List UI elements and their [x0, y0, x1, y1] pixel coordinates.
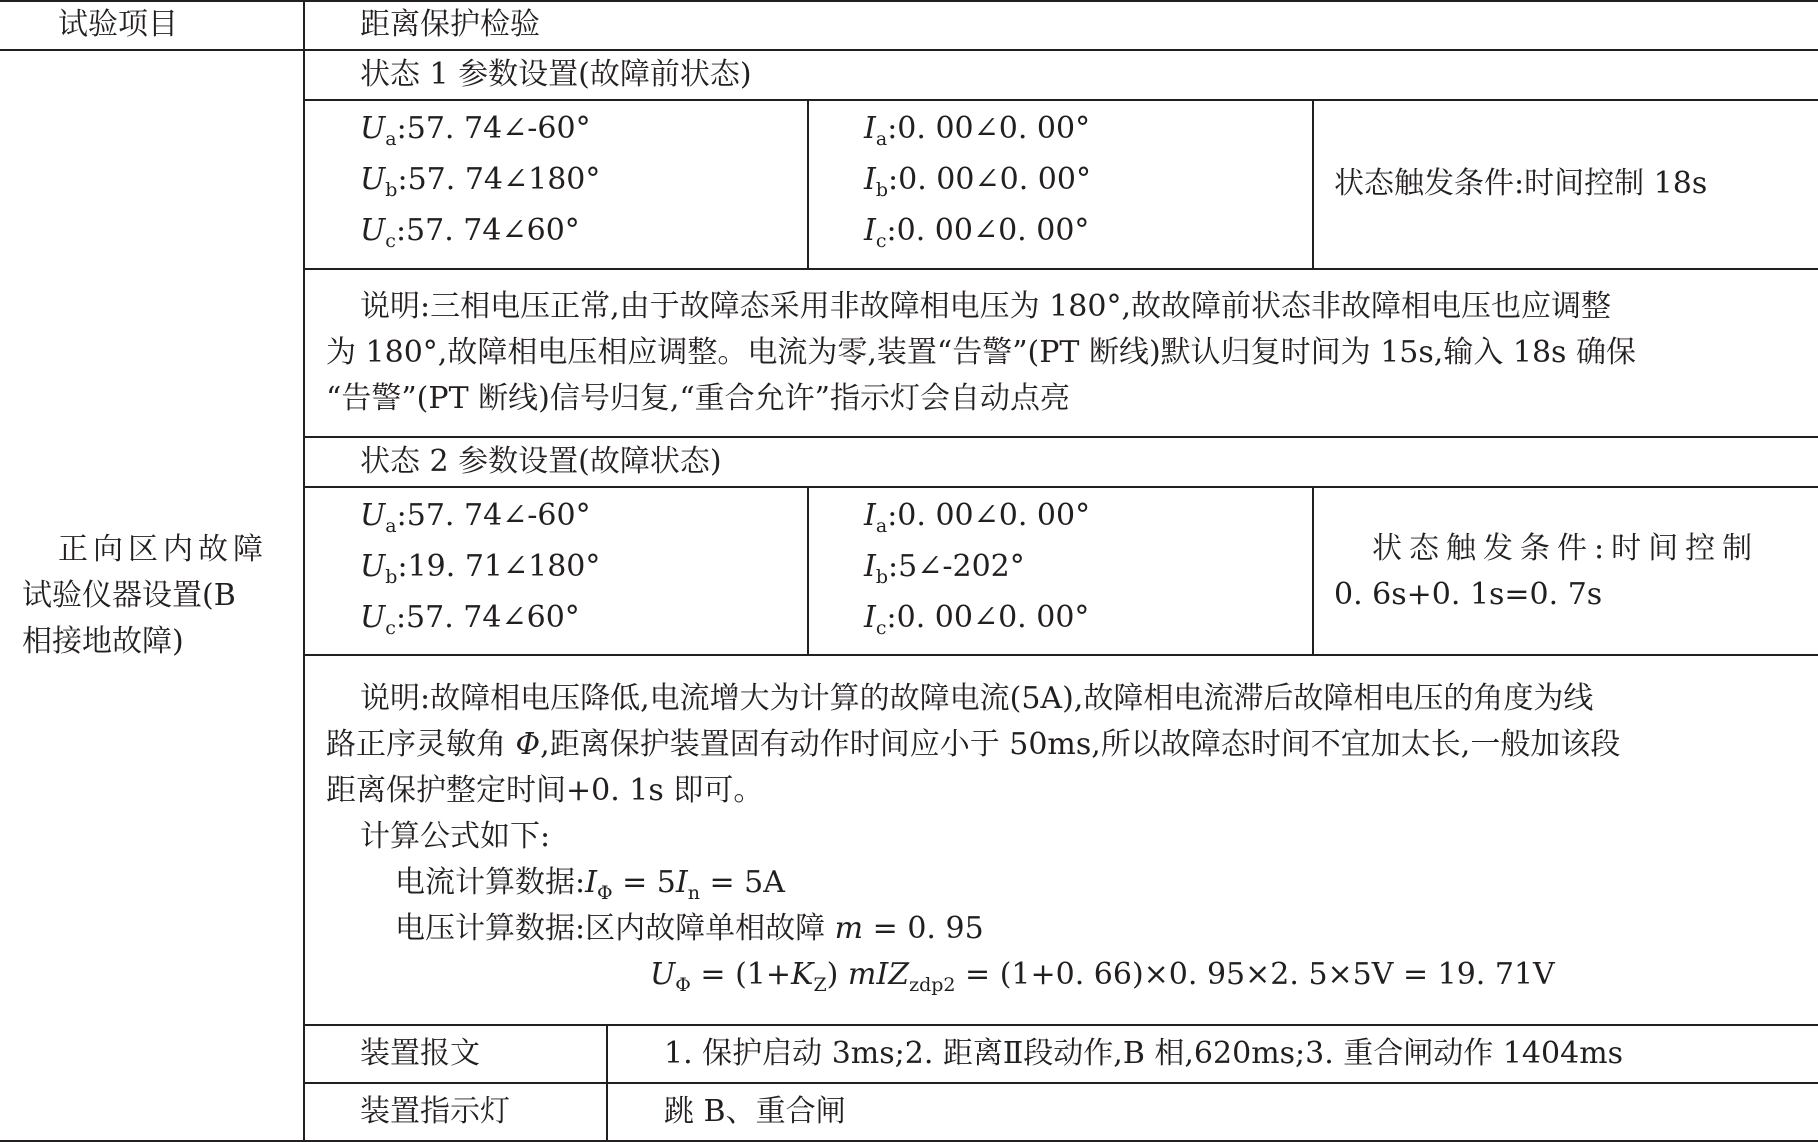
- device-lights-value: 跳 B、重合闸: [664, 1094, 846, 1129]
- state2-ub: $U_b:19$. 71∠180°: [360, 549, 601, 588]
- voltage-calc: [395, 911, 984, 946]
- state1-ib: $I_b:0$. 00∠0. 00°: [864, 162, 1091, 201]
- state2-ib-value: :5∠-202°: [888, 549, 1025, 584]
- voltage-formula: $U_\Phi = (1+K_Z) mIZ_{zdp2} = (1+0$. 66)×0. 95×2. 5×5V = 19. 71V: [650, 957, 1555, 996]
- state2-note-line1: 说明:故障相电压降低,电流增大为计算的故障电流(5A),故障相电流滞后故障相电压的角度为线: [360, 681, 1594, 716]
- rule-report: [304, 1082, 1818, 1084]
- rule-state2-col2: [807, 487, 809, 654]
- state2-note-line2: [326, 727, 1621, 762]
- voltage-calc-label: 电压计算数据:区内故障单相故障: [395, 911, 835, 946]
- voltage-formula-c: = (1+0. 66)×0. 95×2. 5×5V = 19. 71V: [955, 957, 1555, 992]
- device-report-label: 装置报文: [360, 1036, 480, 1071]
- rule-state1-note: [304, 436, 1818, 438]
- rule-state2-note: [304, 1024, 1818, 1026]
- header-test-item-label: 试验项目: [58, 7, 178, 42]
- rule-state2-col3: [1312, 487, 1314, 654]
- current-calc-expr-b: = 5A: [699, 865, 785, 900]
- rule-top: [0, 0, 1818, 2]
- rule-header-bottom: [0, 49, 1818, 51]
- state2-ia: $I_a:0$. 00∠0. 00°: [864, 498, 1091, 537]
- rule-state1-col2: [807, 100, 809, 268]
- rule-col-divider: [303, 0, 305, 1141]
- rule-state2-params: [304, 654, 1818, 656]
- state1-ub-value: :57. 74∠180°: [397, 162, 601, 197]
- state2-note-line2-a: 路正序灵敏角: [326, 727, 516, 762]
- formula-title: 计算公式如下:: [360, 819, 551, 854]
- state1-note-line1: 说明:三相电压正常,由于故障态采用非故障相电压为 180°,故故障前状态非故障相电压也应调整: [360, 289, 1611, 324]
- state2-title: 状态 2 参数设置(故障状态): [360, 444, 722, 479]
- state1-ua: $U_a:57$. 74∠-60°: [360, 111, 591, 150]
- state2-ua: $U_a:57$. 74∠-60°: [360, 498, 591, 537]
- state2-ic-value: :0. 00∠0. 00°: [886, 600, 1090, 635]
- state2-uc: $U_c:57$. 74∠60°: [360, 600, 580, 639]
- rule-state1-title: [304, 99, 1818, 101]
- rule-state1-params: [304, 268, 1818, 270]
- state2-ic: $I_c:0$. 00∠0. 00°: [864, 600, 1090, 639]
- voltage-formula-a: = (1+: [690, 957, 792, 992]
- current-calc-label: 电流计算数据:: [395, 865, 586, 900]
- state2-ib: $I_b:5\angle-202^\circ$: [864, 549, 1025, 588]
- state2-ia-value: :0. 00∠0. 00°: [887, 498, 1091, 533]
- current-calc-expr-a: = 5: [612, 865, 676, 900]
- rule-report-divider: [606, 1025, 608, 1140]
- current-calc: 电流计算数据$:I_\Phi = 5I_n = 5A$: [395, 865, 785, 904]
- rule-state2-title: [304, 486, 1818, 488]
- state2-note-line2-b: ,距离保护装置固有动作时间应小于 50ms,所以故障态时间不宜加太长,一般加该段: [540, 727, 1621, 762]
- state1-title: 状态 1 参数设置(故障前状态): [360, 57, 752, 92]
- state1-uc: $U_c:57$. 74∠60°: [360, 213, 580, 252]
- state1-ia-value: :0. 00∠0. 00°: [887, 111, 1091, 146]
- voltage-m-value: = 0. 95: [863, 911, 984, 946]
- state1-ua-value: :57. 74∠-60°: [396, 111, 591, 146]
- state1-ic: $I_c:0$. 00∠0. 00°: [864, 213, 1090, 252]
- rule-state1-col3: [1312, 100, 1314, 268]
- state1-uc-value: :57. 74∠60°: [395, 213, 580, 248]
- state1-ia: $I_a:0$. 00∠0. 00°: [864, 111, 1091, 150]
- state2-trigger-line2: 0. 6s+0. 1s=0. 7s: [1334, 577, 1603, 612]
- device-report-value: 1. 保护启动 3ms;2. 距离Ⅱ段动作,B 相,620ms;3. 重合闸动作 1404ms: [664, 1036, 1624, 1071]
- state2-ub-value: :19. 71∠180°: [397, 549, 601, 584]
- state1-ib-value: :0. 00∠0. 00°: [888, 162, 1091, 197]
- state1-ic-value: :0. 00∠0. 00°: [886, 213, 1090, 248]
- voltage-m: m: [834, 911, 864, 946]
- state1-ub: $U_b:57$. 74∠180°: [360, 162, 601, 201]
- state1-trigger: 状态触发条件:时间控制 18s: [1334, 166, 1708, 201]
- state2-uc-value: :57. 74∠60°: [395, 600, 580, 635]
- state2-note-line3: 距离保护整定时间+0. 1s 即可。: [326, 773, 764, 808]
- state1-note-line3: “告警”(PT 断线)信号归复,“重合允许”指示灯会自动点亮: [326, 381, 1071, 416]
- state1-note-line2: 为 180°,故障相电压相应调整。电流为零,装置“告警”(PT 断线)默认归复时间为 15s,输入 18s 确保: [326, 335, 1636, 370]
- left-label-line1: 正向区内故障: [58, 532, 268, 567]
- state2-trigger-line1: 状态触发条件:时间控制: [1372, 531, 1760, 566]
- device-lights-label: 装置指示灯: [360, 1094, 510, 1129]
- left-label-line3: 相接地故障): [22, 624, 184, 659]
- phi-symbol: Φ: [515, 727, 541, 762]
- voltage-formula-b: ): [826, 957, 839, 992]
- header-test-title: 距离保护检验: [360, 7, 540, 42]
- state2-ua-value: :57. 74∠-60°: [396, 498, 591, 533]
- left-label-line2: 试验仪器设置(B: [22, 578, 236, 613]
